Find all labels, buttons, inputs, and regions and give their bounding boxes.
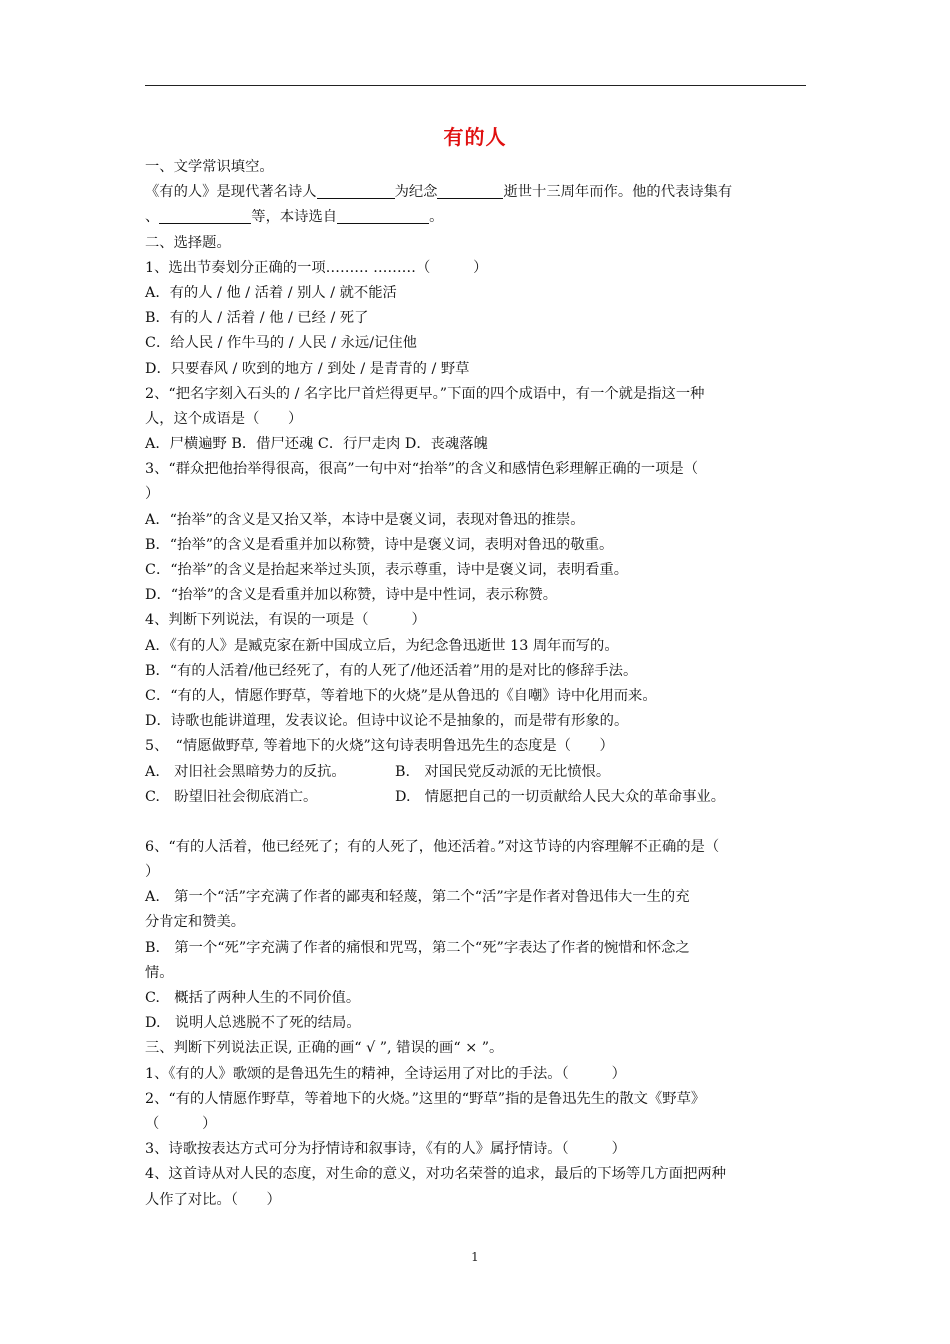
fill-blank-line-2	[145, 205, 810, 230]
page-title: 有的人	[443, 125, 507, 149]
q1-option-d: D．只要春风 / 吹到的地方 / 到处 / 是青青的 / 野草	[145, 360, 470, 377]
blank-poet[interactable]	[317, 182, 395, 199]
q3-option-c: C．“抬举”的含义是抬起来举过头顶，表示尊重，诗中是褒义词，表明看重。	[145, 562, 629, 578]
q4-option-d: D．诗歌也能讲道理，发表议论。但诗中议论不是抽象的，而是带有形象的。	[145, 713, 629, 730]
blank-spacer	[145, 810, 810, 835]
q6-option-a-line-1: A. 第一个“活”字充满了作者的鄙夷和轻蔑，第二个“活”字是作者对鲁迅伟大一生的充	[145, 889, 690, 906]
q6-option-d: D. 说明人总逃脱不了死的结局。	[145, 1015, 361, 1032]
fill-text-b: 为纪念	[394, 184, 438, 201]
section-3-heading: 三、判断下列说法正误, 正确的画“ √ ”, 错误的画“ × ”。	[145, 1040, 504, 1057]
blank-collection[interactable]	[159, 207, 251, 224]
q2-stem-line-2: 人，这个成语是（ ）	[145, 410, 303, 427]
tf-q3: 3、诗歌按表达方式可分为抒情诗和叙事诗，《有的人》属抒情诗。（ ）	[145, 1141, 626, 1158]
fill-text-f: 。	[429, 209, 444, 226]
q5-option-c: C. 盼望旧社会彻底消亡。	[145, 788, 318, 805]
q4-stem: 4、判断下列说法，有误的一项是（ ）	[145, 612, 426, 629]
q3-option-a: A．“抬举”的含义是又抬又举，本诗中是褒义词，表现对鲁迅的推崇。	[145, 511, 585, 528]
q6-option-b-line-2: 情。	[145, 964, 174, 981]
header-rule	[145, 85, 806, 86]
q2-stem-line-1: 2、“把名字刻入石头的 / 名字比尸首烂得更早。”下面的四个成语中，有一个就是指这一种	[145, 385, 705, 402]
q3-option-b: B．“抬举”的含义是看重并加以称赞，诗中是褒义词，表明对鲁迅的敬重。	[145, 536, 614, 553]
q3-option-d: D．“抬举”的含义是看重并加以称赞，诗中是中性词，表示称赞。	[145, 587, 558, 604]
fill-text-e: 等，本诗选自	[251, 209, 338, 226]
fill-text-c: 逝世十三周年而作。他的代表诗集有	[503, 184, 733, 201]
tf-q4-line-2: 人作了对比。（ ）	[145, 1191, 281, 1208]
page-number: 1	[471, 1250, 479, 1264]
q1-stem: 1、选出节奏划分正确的一项……… ………（ ）	[145, 259, 488, 276]
q5-stem: 5、 “情愿做野草, 等着地下的火烧”这句诗表明鲁迅先生的态度是（ ）	[145, 738, 614, 755]
q4-option-b: B．“有的人活着/他已经死了，有的人死了/他还活着”用的是对比的修辞手法。	[145, 662, 638, 679]
q3-stem-line-2: ）	[145, 486, 160, 503]
q5-options-row-1	[145, 760, 810, 785]
fill-text-d: 、	[145, 209, 160, 226]
q5-option-b: B. 对国民党反动派的无比愤恨。	[395, 763, 611, 780]
tf-q2-line-2: （ ）	[145, 1115, 217, 1132]
q1-option-b: B．有的人 / 活着 / 他 / 已经 / 死了	[145, 310, 369, 327]
q3-stem-line-1: 3、“群众把他抬举得很高，很高”一句中对“抬举”的含义和感情色彩理解正确的一项是（	[145, 461, 699, 478]
blank-commemorated[interactable]	[437, 182, 503, 199]
tf-q2-line-1: 2、“有的人情愿作野草，等着地下的火烧。”这里的“野草”指的是鲁迅先生的散文《野草》	[145, 1090, 706, 1107]
q6-option-b-line-1: B. 第一个“死”字充满了作者的痛恨和咒骂，第二个“死”字表达了作者的惋惜和怀念之	[145, 939, 690, 956]
q5-option-d: D. 情愿把自己的一切贡献给人民大众的革命事业。	[395, 788, 726, 805]
worksheet-body	[145, 155, 810, 1213]
fill-blank-line-1	[145, 180, 810, 205]
section-2-heading: 二、选择题。	[145, 234, 231, 251]
q2-options: A．尸横遍野 B．借尸还魂 C．行尸走肉 D．丧魂落魄	[145, 436, 488, 453]
fill-text-a: 《有的人》是现代著名诗人	[145, 184, 317, 201]
tf-q1: 1、《有的人》歌颂的是鲁迅先生的精神，全诗运用了对比的手法。（ ）	[145, 1065, 626, 1082]
q6-stem-line-2: ）	[145, 864, 160, 881]
q5-options-row-2	[145, 785, 810, 810]
q1-option-a: A．有的人 / 他 / 活着 / 别人 / 就不能活	[145, 284, 397, 301]
q5-option-a: A. 对旧社会黑暗势力的反抗。	[145, 763, 346, 780]
q4-option-a: A．《有的人》是臧克家在新中国成立后，为纪念鲁迅逝世 13 周年而写的。	[145, 637, 619, 654]
blank-source[interactable]	[337, 207, 429, 224]
section-1-heading: 一、文学常识填空。	[145, 159, 274, 175]
q4-option-c: C．“有的人，情愿作野草，等着地下的火烧”是从鲁迅的《自嘲》诗中化用而来。	[145, 687, 657, 704]
q6-stem-line-1: 6、“有的人活着，他已经死了；有的人死了，他还活着。”对这节诗的内容理解不正确的是（	[145, 838, 720, 855]
q6-option-c: C. 概括了两种人生的不同价值。	[145, 990, 361, 1006]
q1-option-c: C．给人民 / 作牛马的 / 人民 / 永远/记住他	[145, 335, 417, 352]
q6-option-a-line-2: 分肯定和赞美。	[145, 914, 246, 931]
tf-q4-line-1: 4、这首诗从对人民的态度，对生命的意义，对功名荣誉的追求，最后的下场等几方面把两种	[145, 1166, 726, 1183]
